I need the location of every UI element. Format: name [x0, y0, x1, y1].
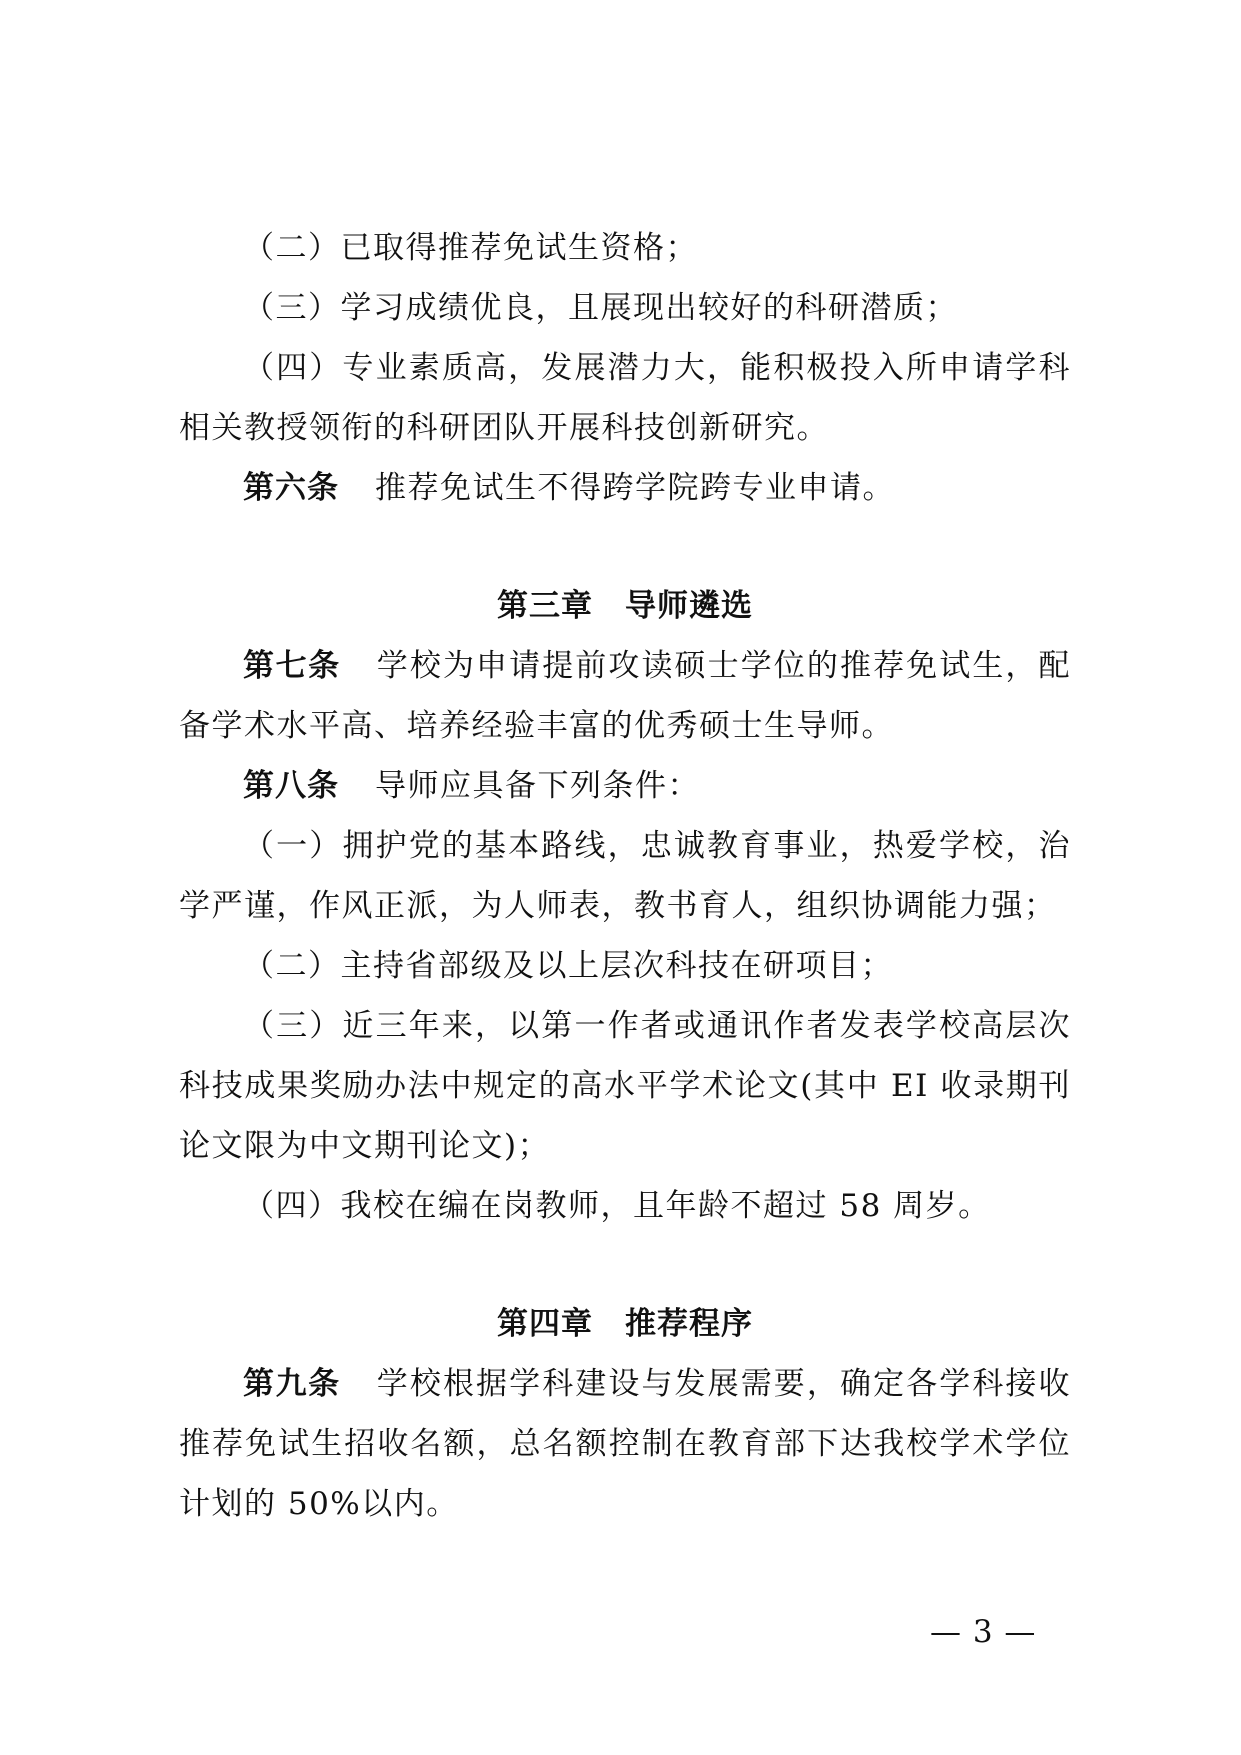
chapter-4-heading — [179, 1294, 1071, 1354]
article-8 — [179, 756, 1071, 816]
chapter-title: 导师遴选 — [625, 588, 753, 624]
article-text: 学校为申请提前攻读硕士学位的推荐免试生，配备学术水平高、培养经验丰富的优秀硕士生导师。 — [179, 648, 1072, 744]
paragraph-item-3 — [179, 278, 1071, 338]
paragraph-item-8-1 — [179, 816, 1071, 936]
paragraph-item-8-3 — [179, 996, 1071, 1176]
article-6 — [179, 458, 1071, 518]
paragraph-text: （三）学习成绩优良，且展现出较好的科研潜质； — [243, 290, 958, 326]
paragraph-item-4 — [179, 338, 1071, 458]
article-text: 推荐免试生不得跨学院跨专业申请。 — [375, 470, 895, 506]
article-label: 第六条 — [243, 470, 339, 506]
article-text: 学校根据学科建设与发展需要，确定各学科接收推荐免试生招收名额，总名额控制在教育部下达我校学术学位计划的 50%以内。 — [179, 1366, 1072, 1522]
paragraph-text: （三）近三年来，以第一作者或通讯作者发表学校高层次科技成果奖励办法中规定的高水平学术论文(其中 EI 收录期刊论文限为中文期刊论文)； — [179, 1008, 1071, 1164]
article-9 — [179, 1354, 1071, 1534]
page-number: — 3 — — [930, 1614, 1037, 1650]
chapter-number: 第四章 — [497, 1306, 593, 1342]
chapter-title: 推荐程序 — [625, 1306, 753, 1342]
paragraph-item-8-2 — [179, 936, 1071, 996]
paragraph-text: （四）专业素质高，发展潜力大，能积极投入所申请学科相关教授领衔的科研团队开展科技创新研究。 — [179, 350, 1071, 446]
article-7 — [179, 636, 1071, 756]
paragraph-item-8-4 — [179, 1176, 1071, 1236]
chapter-number: 第三章 — [497, 588, 593, 624]
paragraph-text: （二）主持省部级及以上层次科技在研项目； — [243, 948, 893, 984]
paragraph-text: （二）已取得推荐免试生资格； — [243, 230, 698, 266]
article-label: 第七条 — [243, 648, 341, 684]
article-text: 导师应具备下列条件： — [375, 768, 700, 804]
paragraph-text: （四）我校在编在岗教师，且年龄不超过 58 周岁。 — [243, 1188, 991, 1224]
paragraph-text: （一）拥护党的基本路线，忠诚教育事业，热爱学校，治学严谨，作风正派，为人师表，教书育人，组织协调能力强； — [179, 828, 1071, 924]
paragraph-item-2 — [179, 218, 1071, 278]
article-label: 第八条 — [243, 768, 339, 804]
chapter-3-heading — [179, 576, 1071, 636]
article-label: 第九条 — [243, 1366, 341, 1402]
